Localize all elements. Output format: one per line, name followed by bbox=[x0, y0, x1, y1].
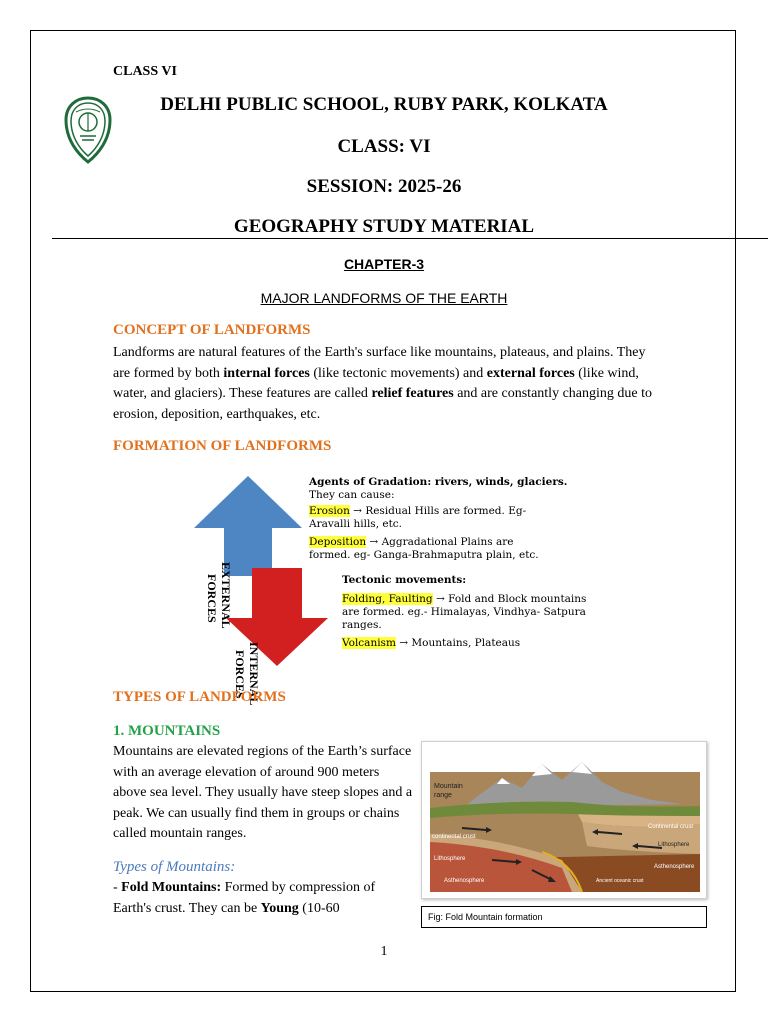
deposition-text-2: formed. eg- Ganga-Brahmaputra plain, etc. bbox=[309, 549, 539, 561]
school-name: DELHI PUBLIC SCHOOL, RUBY PARK, KOLKATA bbox=[160, 94, 608, 115]
class-line: CLASS: VI bbox=[337, 136, 431, 157]
concept-text-1: Landforms are natural features of the Earth's surface like mountains, plateaus, and plains. They are formed by both bbox=[113, 345, 646, 381]
external-label-line-2: FORCES bbox=[205, 574, 219, 623]
external-forces-label bbox=[205, 486, 287, 629]
concept-paragraph bbox=[113, 343, 658, 425]
agents-callout bbox=[309, 476, 579, 562]
concept-text-3: (like wind, water, and glaciers). These features are called bbox=[113, 365, 639, 401]
young-bold: Young bbox=[260, 900, 299, 916]
external-label-line-1: EXTERNAL bbox=[219, 562, 233, 629]
mountains-paragraph: Mountains are elevated regions of the Earth’s surface with an average elevation of around 900 meters above sea level. They usually have steep slopes and a peak. We can usually find them in groups or chains called mountain ranges. bbox=[113, 744, 413, 841]
agents-title: Agents of Gradation: rivers, winds, glaciers. bbox=[309, 476, 568, 488]
fig-label-range: range bbox=[434, 792, 452, 799]
header-divider bbox=[52, 238, 768, 239]
fig-label-continental-crust-right: Continental crust bbox=[648, 824, 694, 830]
deposition-highlight: Deposition bbox=[309, 536, 367, 548]
page-number: 1 bbox=[380, 944, 388, 959]
fig-label-lithosphere-left: Lithosphere bbox=[434, 856, 466, 862]
chapter-number: CHAPTER-3 bbox=[343, 256, 425, 272]
fold-prefix: - bbox=[113, 880, 122, 895]
young-text: (10-60 bbox=[298, 900, 340, 916]
internal-label-line-2: FORCES bbox=[233, 650, 247, 699]
figure-caption: Fig: Fold Mountain formation bbox=[421, 906, 707, 928]
volcanism-text: → Mountains, Plateaus bbox=[395, 637, 521, 649]
fig-label-asthenosphere-left: Asthenosphere bbox=[444, 878, 485, 884]
fold-text: Formed by compression of Earth's crust. They can be bbox=[113, 880, 376, 916]
concept-text-2: (like tectonic movements) and bbox=[309, 365, 487, 381]
folding-highlight: Folding, Faulting bbox=[342, 593, 433, 605]
tectonic-callout bbox=[342, 574, 612, 650]
fig-label-oceanic-crust: Ancient oceanic crust bbox=[596, 878, 644, 884]
folding-text-2: are formed. eg.- Himalayas, Vindhya- Satpura bbox=[342, 606, 586, 618]
erosion-highlight: Erosion bbox=[309, 505, 350, 517]
concept-bold-external: external forces bbox=[486, 365, 575, 381]
concept-text-4: and are constantly changing due to erosion, deposition, earthquakes, etc. bbox=[113, 386, 652, 422]
concept-bold-internal: internal forces bbox=[223, 365, 310, 381]
fig-label-lithosphere-right: Lithosphere bbox=[658, 842, 690, 848]
deposition-text-1: → Aggradational Plains are bbox=[366, 536, 514, 548]
agents-subtitle: They can cause: bbox=[309, 489, 395, 501]
erosion-text-1: → Residual Hills are formed. Eg- bbox=[349, 505, 527, 517]
folding-text-1: → Fold and Block mountains bbox=[432, 593, 587, 605]
erosion-text-2: Aravalli hills, etc. bbox=[309, 518, 403, 530]
fold-mountain-diagram-icon bbox=[422, 742, 707, 899]
fig-label-asthenosphere-right: Asthenosphere bbox=[654, 864, 695, 870]
concept-bold-relief: relief features bbox=[371, 386, 454, 401]
fold-mountains-paragraph bbox=[113, 878, 413, 919]
folding-text-3: ranges. bbox=[342, 619, 382, 631]
types-of-mountains-heading: Types of Mountains: bbox=[113, 859, 236, 875]
tectonic-title: Tectonic movements: bbox=[342, 574, 467, 586]
mountains-heading: 1. MOUNTAINS bbox=[113, 723, 221, 739]
formation-heading: FORMATION OF LANDFORMS bbox=[113, 438, 332, 454]
fold-bold: Fold Mountains: bbox=[121, 880, 222, 895]
internal-label-line-1: INTERNAL bbox=[247, 642, 261, 706]
concept-heading: CONCEPT OF LANDFORMS bbox=[113, 322, 311, 338]
chapter-title: MAJOR LANDFORMS OF THE EARTH bbox=[260, 290, 508, 306]
class-tag: CLASS VI bbox=[113, 64, 177, 79]
fig-label-continental-crust-left: continental crust bbox=[432, 834, 476, 840]
types-heading: TYPES OF LANDFORMS bbox=[113, 689, 286, 705]
material-title: GEOGRAPHY STUDY MATERIAL bbox=[233, 216, 535, 237]
fig-label-mountain: Mountain bbox=[434, 783, 463, 790]
volcanism-highlight: Volcanism bbox=[342, 637, 396, 649]
session-line: SESSION: 2025-26 bbox=[306, 176, 462, 197]
fold-mountain-figure bbox=[421, 741, 707, 899]
internal-forces-label bbox=[233, 572, 317, 706]
